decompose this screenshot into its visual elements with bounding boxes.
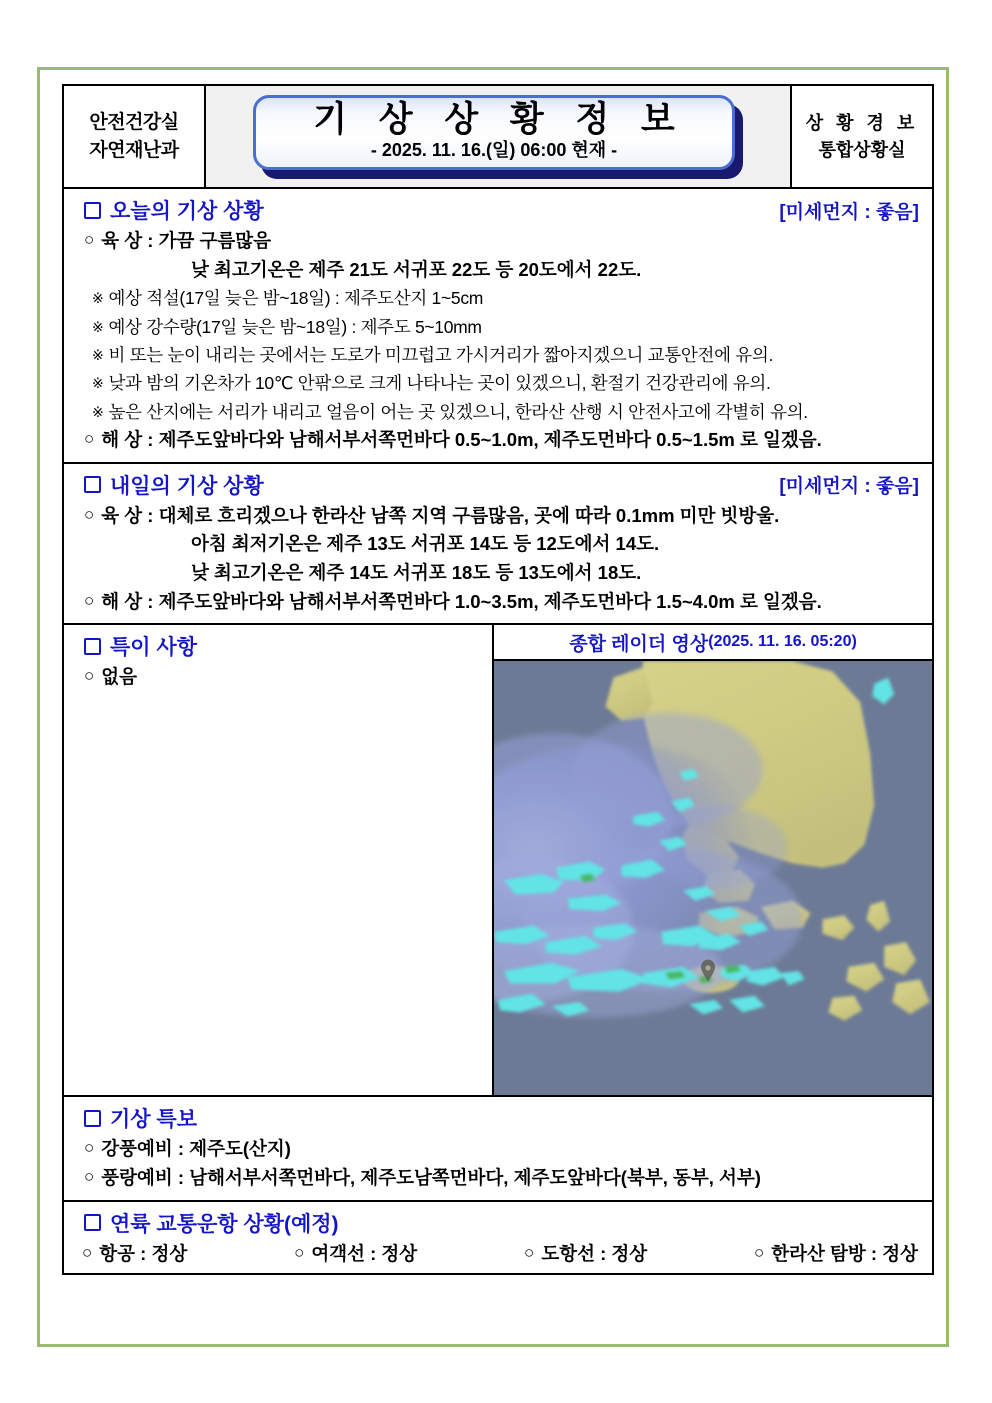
radar-header <box>494 625 932 661</box>
today-note-text-1: 예상 강수량(17일 늦은 밤~18일) : 제주도 5~10mm <box>108 316 482 337</box>
today-note-text-2: 비 또는 눈이 내리는 곳에서는 도로가 미끄럽고 가시거리가 짧아지겠으니 교통안전에 유의. <box>108 345 774 366</box>
special-section-title: 특이 사항 <box>110 636 197 660</box>
circle-bullet-icon: ○ <box>84 1167 95 1187</box>
office-department: 자연재난과 <box>89 139 179 161</box>
situation-room-label <box>790 86 932 187</box>
today-land-temp-line <box>84 256 922 285</box>
tomorrow-land-label: 육 상 : <box>101 504 159 526</box>
today-section-title: 오늘의 기상 상황 <box>110 200 264 223</box>
radar-panel <box>494 625 932 1095</box>
section-weather-alerts <box>64 1097 932 1201</box>
title-badge <box>253 95 743 179</box>
report-timestamp: - 2025. 11. 16.(일) 06:00 현재 - <box>370 140 618 161</box>
checkbox-icon <box>84 202 101 219</box>
transport-item-island-boat <box>524 1240 647 1266</box>
radar-composite-image <box>494 661 932 1095</box>
transport-item-text-0: 항공 : 정상 <box>99 1242 188 1264</box>
title-area <box>206 86 790 187</box>
today-note-4 <box>84 398 922 426</box>
circle-bullet-icon: ○ <box>524 1242 535 1262</box>
integrated-situation-room-label: 통합상황실 <box>818 139 906 160</box>
circle-bullet-icon: ○ <box>84 230 95 249</box>
star-bullet-icon: ※ <box>92 347 104 364</box>
alerts-section-title: 기상 특보 <box>110 1108 197 1132</box>
today-land-label: 육 상 : <box>101 230 159 251</box>
radar-timestamp: (2025. 11. 16. 05:20) <box>708 633 857 651</box>
today-note-3 <box>84 369 922 397</box>
tomorrow-max-temp-line <box>84 559 922 588</box>
checkbox-icon <box>84 638 101 655</box>
transport-item-text-1: 여객선 : 정상 <box>311 1242 418 1264</box>
tomorrow-sea-label: 해 상 : <box>101 590 159 612</box>
report-header <box>64 86 932 189</box>
tomorrow-max-temp-text: 낮 최고기온은 제주 14도 서귀포 18도 등 13도에서 18도. <box>191 562 642 584</box>
today-land-line <box>84 227 922 256</box>
today-note-text-0: 예상 적설(17일 늦은 밤~18일) : 제주도산지 1~5cm <box>108 288 484 309</box>
situation-alert-label: 상 황 경 보 <box>805 113 919 134</box>
transport-item-text-3: 한라산 탐방 : 정상 <box>771 1242 918 1264</box>
section-today-weather <box>64 189 932 464</box>
star-bullet-icon: ※ <box>92 403 104 420</box>
checkbox-icon <box>84 1214 101 1231</box>
today-body <box>64 227 932 462</box>
page-title: 기 상 상 황 정 보 <box>313 99 686 139</box>
transport-section-header <box>64 1202 932 1240</box>
transport-item-text-2: 도항선 : 정상 <box>541 1242 648 1264</box>
tomorrow-land-line <box>84 502 922 531</box>
tomorrow-section-header <box>64 464 932 502</box>
star-bullet-icon: ※ <box>92 290 104 307</box>
checkbox-icon <box>84 1110 101 1127</box>
today-max-temp-text: 낮 최고기온은 제주 21도 서귀포 22도 등 20도에서 22도. <box>191 258 642 280</box>
tomorrow-min-temp-text: 아침 최저기온은 제주 13도 서귀포 14도 등 12도에서 14도. <box>191 533 660 555</box>
alerts-body <box>64 1135 932 1199</box>
tomorrow-sea-line <box>84 588 922 617</box>
alert-item-1 <box>84 1164 922 1193</box>
transport-item-hallasan <box>754 1240 918 1266</box>
circle-bullet-icon: ○ <box>84 590 95 610</box>
today-note-0 <box>84 284 922 312</box>
alert-item-text-1: 풍랑예비 : 남해서부서쪽먼바다, 제주도남쪽먼바다, 제주도앞바다(북부, 동부, 서부) <box>101 1167 761 1189</box>
special-item-text-0: 없음 <box>101 666 138 688</box>
section-tomorrow-weather <box>64 464 932 626</box>
today-sea-line <box>84 426 922 455</box>
transport-item-ferry <box>294 1240 417 1266</box>
transport-items <box>64 1240 932 1273</box>
circle-bullet-icon: ○ <box>294 1242 305 1262</box>
radar-map-graphic <box>494 661 932 1095</box>
today-note-2 <box>84 341 922 369</box>
today-sea-value: 제주도앞바다와 남해서부서쪽먼바다 0.5~1.0m, 제주도먼바다 0.5~1.5m 로 일겠음. <box>158 429 822 451</box>
section-special-and-radar <box>64 625 932 1097</box>
circle-bullet-icon: ○ <box>84 1138 95 1158</box>
today-land-value: 가끔 구름많음 <box>158 230 271 251</box>
today-section-header <box>64 189 932 227</box>
alert-item-text-0: 강풍예비 : 제주도(산지) <box>101 1138 291 1160</box>
issuing-office <box>64 86 206 187</box>
star-bullet-icon: ※ <box>92 318 104 335</box>
tomorrow-section-title: 내일의 기상 상황 <box>110 474 264 498</box>
tomorrow-land-value: 대체로 흐리겠으나 한라산 남쪽 지역 구름많음, 곳에 따라 0.1mm 미만 빗방울. <box>158 504 780 526</box>
alerts-section-header <box>64 1097 932 1135</box>
checkbox-icon <box>84 476 101 493</box>
special-item-0 <box>84 663 482 692</box>
title-badge-face <box>253 95 735 170</box>
special-body <box>64 663 492 699</box>
today-note-text-3: 낮과 밤의 기온차가 10℃ 안팎으로 크게 나타나는 곳이 있겠으니, 환절기 건강관리에 유의. <box>108 373 771 394</box>
radar-title: 종합 레이더 영상 <box>569 633 709 655</box>
today-note-text-4: 높은 산지에는 서리가 내리고 얼음이 어는 곳 있겠으니, 한라산 산행 시 안전사고에 각별히 유의. <box>108 401 808 422</box>
circle-bullet-icon: ○ <box>754 1242 765 1262</box>
weather-report-table <box>62 84 934 1275</box>
section-transport-status <box>64 1202 932 1273</box>
circle-bullet-icon: ○ <box>84 504 95 524</box>
office-division: 안전건강실 <box>89 111 179 133</box>
circle-bullet-icon: ○ <box>84 429 95 449</box>
today-note-1 <box>84 313 922 341</box>
tomorrow-sea-value: 제주도앞바다와 남해서부서쪽먼바다 1.0~3.5m, 제주도먼바다 1.5~4.0m 로 일겠음. <box>158 590 822 612</box>
star-bullet-icon: ※ <box>92 375 104 392</box>
transport-item-air <box>82 1240 187 1266</box>
alert-item-0 <box>84 1135 922 1164</box>
today-sea-label: 해 상 : <box>101 429 159 451</box>
tomorrow-body <box>64 502 932 624</box>
circle-bullet-icon: ○ <box>82 1242 93 1262</box>
tomorrow-fine-dust-badge: [미세먼지 : 좋음] <box>779 476 919 498</box>
special-section-header <box>64 625 492 663</box>
today-fine-dust-badge: [미세먼지 : 좋음] <box>779 201 919 223</box>
transport-section-title: 연륙 교통운항 상황(예정) <box>110 1212 339 1236</box>
tomorrow-min-temp-line <box>84 530 922 559</box>
section-special-notes <box>64 625 494 1095</box>
circle-bullet-icon: ○ <box>84 666 95 686</box>
